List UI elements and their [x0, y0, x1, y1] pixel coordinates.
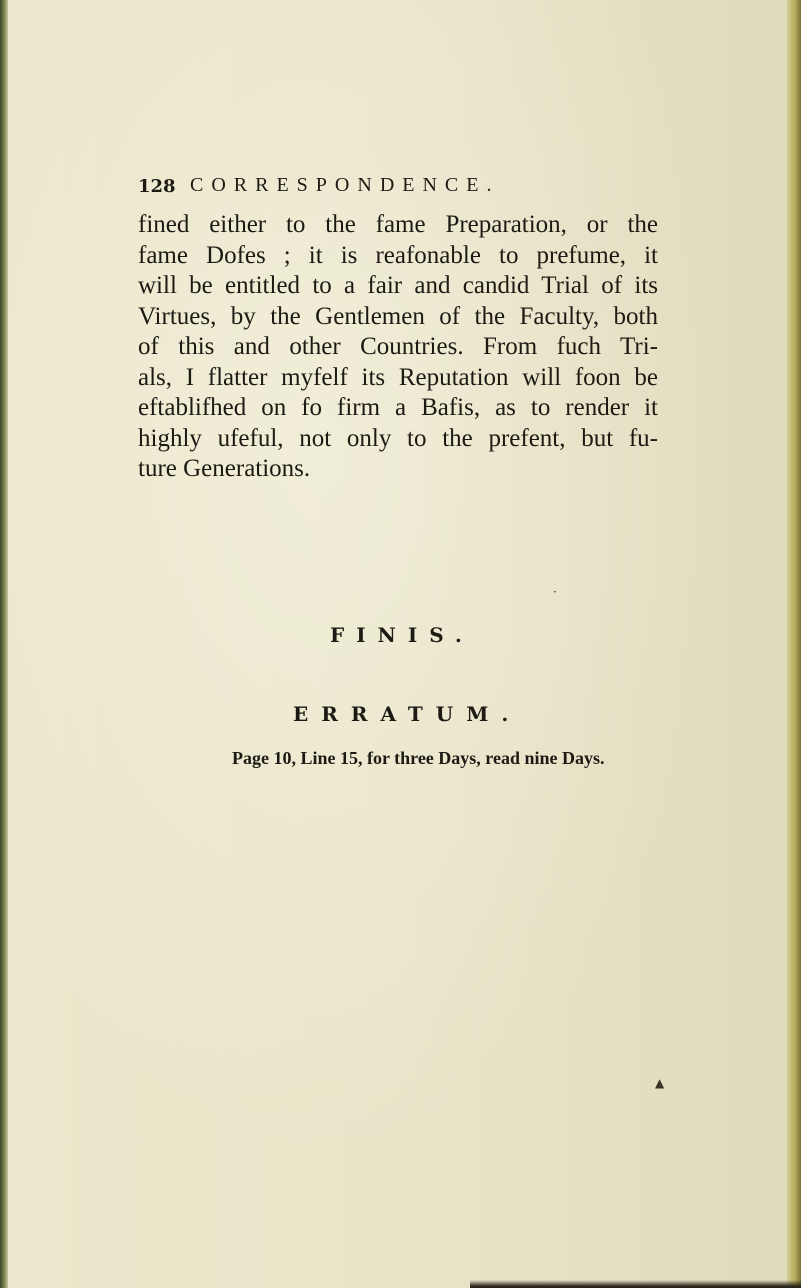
ink-speck: ▲ — [655, 1076, 665, 1090]
body-paragraph — [138, 210, 658, 485]
text-line: fined either to the fame Preparation, or the — [138, 211, 658, 238]
text-line: als, I flatter myfelf its Reputation will foon be — [138, 363, 658, 391]
page-header — [138, 174, 658, 202]
finis-heading: FINIS. — [330, 623, 474, 647]
text-line: Virtues, by the Gentlemen of the Faculty, both — [138, 302, 658, 330]
text-line: eftablifhed on fo firm a Bafis, as to render it — [138, 394, 658, 421]
ink-speck: · — [553, 585, 557, 599]
page-bottom-shadow — [470, 1280, 801, 1288]
page-number: 128 — [138, 176, 176, 197]
text-line: highly ufeful, not only to the prefent, but fu- — [138, 424, 658, 452]
text-line: will be entitled to a fair and candid Trial of its — [138, 272, 658, 299]
erratum-heading: ERRATUM. — [293, 702, 522, 726]
text-line: fame Dofes ; it is reafonable to prefume, it — [138, 241, 658, 269]
text-line: of this and other Countries. From fuch Tri- — [138, 333, 658, 360]
page-left-edge — [0, 0, 8, 1288]
text-line: ture Generations. — [138, 455, 311, 482]
erratum-text: Page 10, Line 15, for three Days, read nine Days. — [232, 748, 605, 768]
running-head: CORRESPONDENCE. — [190, 174, 500, 196]
page-right-edge — [787, 0, 801, 1288]
